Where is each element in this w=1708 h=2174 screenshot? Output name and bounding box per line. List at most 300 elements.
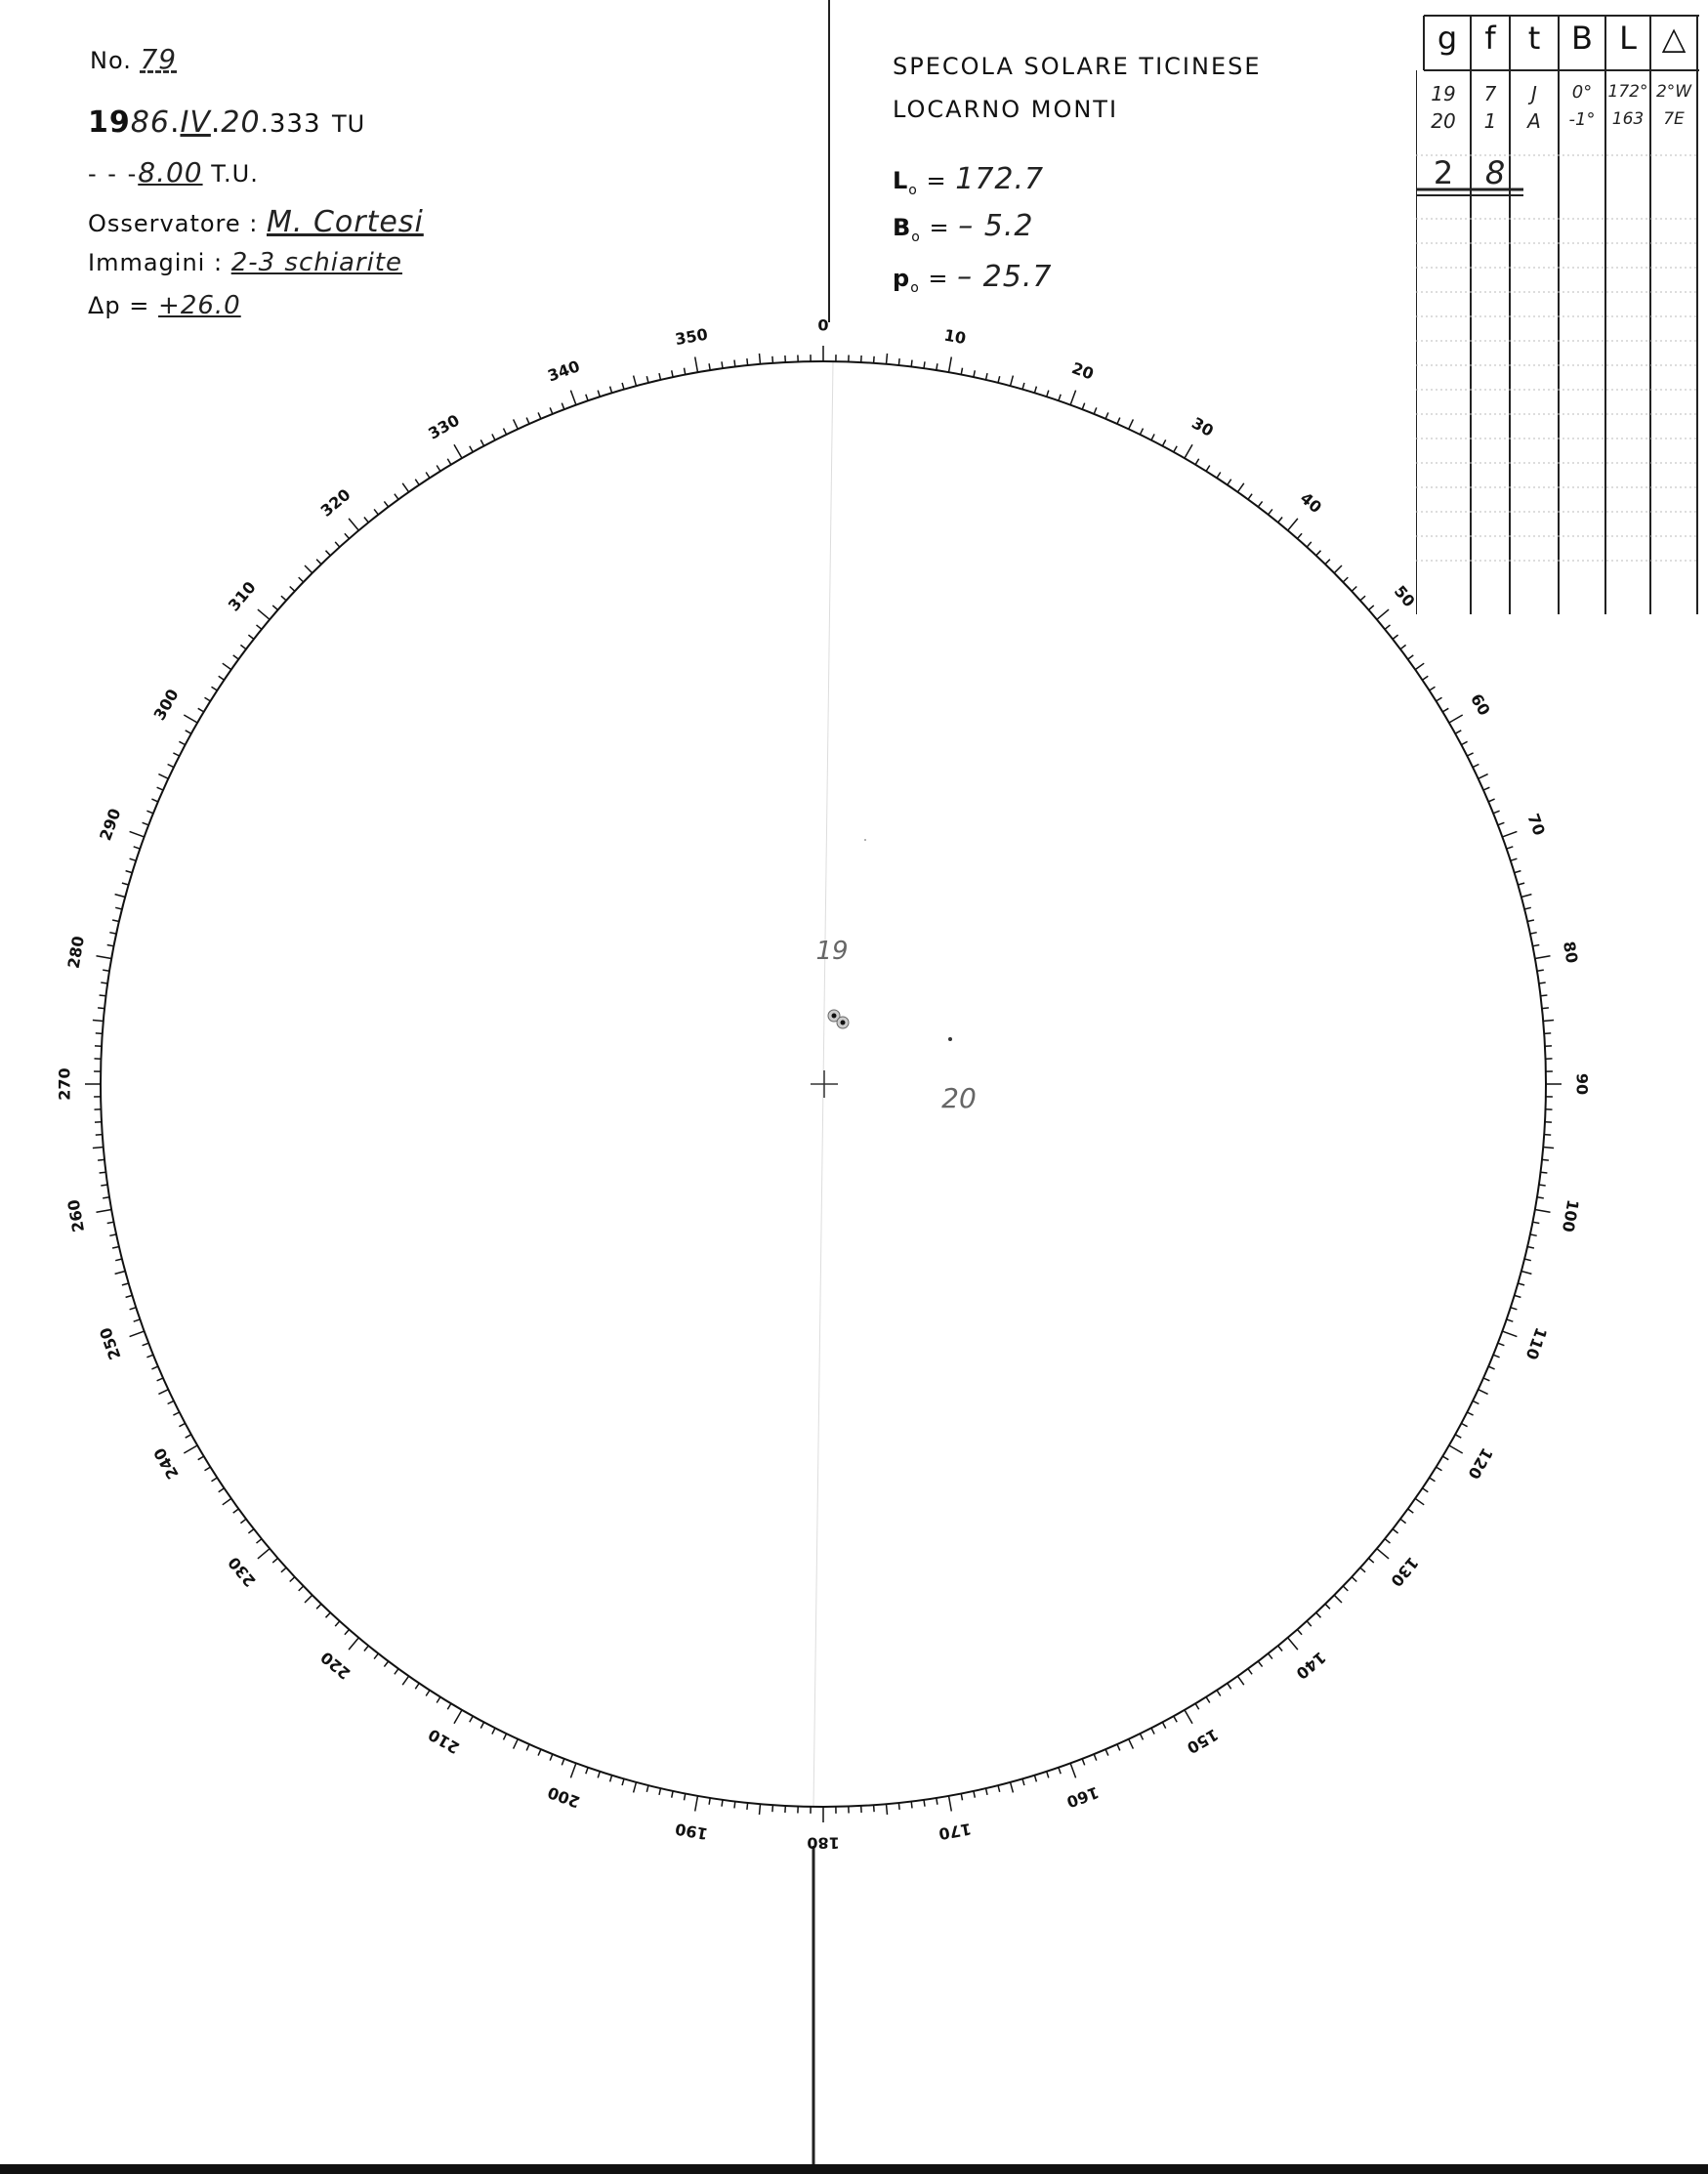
row2-B: -1° — [1568, 109, 1596, 130]
degree-tick — [1518, 883, 1524, 885]
degree-tick — [998, 1785, 1000, 1792]
degree-tick — [1455, 731, 1461, 733]
degree-tick — [1493, 811, 1500, 814]
degree-tick — [212, 687, 218, 690]
degree-tick — [151, 799, 157, 802]
table-header-L: L — [1619, 20, 1637, 57]
degree-label-320: 320 — [316, 484, 354, 521]
row2-delta: 7E — [1663, 109, 1685, 129]
degree-tick — [598, 391, 600, 397]
degree-tick — [454, 444, 462, 458]
degree-tick — [514, 419, 519, 429]
degree-tick — [562, 403, 564, 410]
degree-tick — [130, 831, 145, 837]
degree-label-340: 340 — [545, 356, 583, 386]
degree-tick — [1360, 1568, 1365, 1572]
ephemeris-L0: $L_o = 172.7$ — [893, 162, 1045, 198]
degree-label-110: 110 — [1521, 1324, 1551, 1362]
degree-tick — [1515, 1295, 1521, 1297]
degree-tick — [949, 357, 952, 373]
degree-tick — [634, 376, 637, 387]
degree-tick — [1442, 1456, 1448, 1460]
degree-tick — [1248, 1669, 1252, 1675]
degree-tick — [107, 945, 114, 946]
degree-tick — [115, 895, 126, 898]
degree-tick — [1185, 444, 1192, 458]
table-header-B: B — [1571, 20, 1593, 57]
degree-tick — [186, 731, 191, 733]
degree-tick — [115, 1272, 126, 1275]
degree-tick — [1449, 715, 1463, 723]
degree-tick — [151, 1366, 157, 1369]
group-label-20: 20 — [941, 1082, 977, 1114]
date-month: IV — [180, 105, 211, 140]
degree-tick — [96, 1135, 103, 1136]
degree-tick — [100, 995, 106, 996]
date-tu: TU — [331, 110, 366, 138]
degree-tick — [103, 970, 109, 971]
degree-tick — [562, 1759, 564, 1766]
degree-tick — [1140, 429, 1143, 435]
date-day: 20 — [221, 105, 261, 140]
degree-tick — [646, 1785, 648, 1792]
degree-tick — [924, 1800, 925, 1807]
degree-tick — [146, 1355, 153, 1358]
degree-tick — [1530, 933, 1537, 934]
degree-tick — [747, 1803, 748, 1810]
degree-tick — [722, 361, 723, 368]
degree-tick — [1269, 509, 1272, 515]
degree-tick — [1430, 1478, 1436, 1482]
degree-tick — [290, 587, 295, 592]
degree-tick — [168, 1401, 174, 1403]
degree-tick — [1408, 655, 1414, 659]
table-header-delta: △ — [1661, 20, 1687, 57]
B0-label: B — [893, 214, 912, 241]
degree-tick — [672, 370, 673, 377]
degree-tick — [685, 1793, 686, 1800]
degree-label-220: 220 — [316, 1648, 354, 1684]
row1-g: 19 — [1431, 82, 1456, 105]
degree-tick — [1430, 687, 1436, 690]
degree-label-130: 130 — [1387, 1553, 1423, 1591]
degree-tick — [1498, 822, 1505, 825]
degree-tick — [1385, 625, 1390, 629]
degree-tick — [1140, 1734, 1143, 1739]
degree-tick — [1151, 434, 1154, 439]
degree-tick — [492, 1728, 495, 1734]
degree-tick — [1393, 1529, 1398, 1533]
degree-tick — [212, 1478, 218, 1482]
degree-tick — [1195, 1703, 1199, 1709]
degree-tick — [130, 858, 137, 860]
degree-tick — [1369, 606, 1374, 610]
degree-tick — [97, 956, 112, 959]
degree-label-200: 200 — [545, 1782, 583, 1812]
degree-label-120: 120 — [1464, 1444, 1497, 1483]
sunspot-group-20 — [948, 1037, 952, 1041]
total-groups: 2 — [1433, 154, 1454, 191]
degree-tick — [986, 1788, 988, 1795]
date-year-printed: 19 — [88, 105, 131, 140]
degree-tick — [1455, 1435, 1461, 1438]
degree-tick — [709, 1798, 710, 1805]
degree-label-180: 180 — [807, 1833, 840, 1853]
degree-label-80: 80 — [1559, 940, 1582, 965]
degree-tick — [349, 519, 358, 530]
degree-tick — [115, 907, 122, 909]
degree-tick — [1105, 1749, 1108, 1755]
degree-tick — [1400, 1519, 1406, 1523]
degree-tick — [316, 1604, 321, 1609]
group-label-19: 19 — [815, 937, 849, 966]
degree-tick — [1521, 1272, 1532, 1275]
record-number-label: No. — [90, 47, 132, 74]
degree-tick — [103, 1197, 109, 1198]
degree-tick — [1129, 419, 1134, 429]
degree-tick — [186, 1435, 191, 1438]
degree-tick — [290, 1577, 295, 1582]
degree-tick — [257, 625, 262, 629]
degree-tick — [610, 1776, 612, 1782]
degree-tick — [402, 483, 408, 492]
degree-tick — [1507, 847, 1514, 849]
degree-tick — [526, 1744, 529, 1750]
degree-label-30: 30 — [1188, 413, 1217, 440]
degree-tick — [415, 480, 419, 485]
degree-tick — [1415, 663, 1424, 669]
degree-tick — [1377, 609, 1389, 619]
degree-tick — [122, 883, 129, 885]
degree-tick — [384, 501, 388, 507]
observer-label: Osservatore : — [88, 210, 259, 237]
degree-tick — [1511, 858, 1518, 860]
degree-tick — [402, 1676, 408, 1685]
date-year-hand: 86 — [130, 105, 170, 140]
degree-tick — [1532, 1222, 1539, 1223]
degree-tick — [986, 373, 988, 380]
degree-tick — [299, 1586, 304, 1591]
degree-tick — [126, 871, 133, 873]
degree-tick — [364, 1646, 368, 1651]
L0-value: 172.7 — [955, 162, 1045, 196]
degree-tick — [1278, 518, 1282, 523]
degree-tick — [130, 1308, 137, 1310]
degree-tick — [659, 373, 661, 380]
degree-tick — [1377, 1549, 1389, 1559]
degree-tick — [1393, 635, 1398, 639]
degree-tick — [514, 1739, 519, 1749]
degree-tick — [1530, 1234, 1537, 1235]
degree-tick — [672, 1791, 673, 1798]
degree-tick — [1493, 1355, 1500, 1358]
degree-tick — [1228, 1684, 1231, 1690]
degree-tick — [1542, 1159, 1549, 1160]
degree-tick — [1352, 1577, 1356, 1582]
degree-tick — [97, 1210, 112, 1213]
row1-f: 7 — [1483, 82, 1497, 105]
degree-tick — [1288, 519, 1298, 530]
ephemeris-B0: $B_o$ = – 5.2 — [893, 209, 1034, 245]
degree-tick — [1515, 871, 1521, 873]
degree-tick — [1483, 787, 1489, 790]
degree-tick — [101, 1185, 107, 1186]
degree-tick — [115, 1259, 122, 1261]
degree-tick — [685, 368, 686, 375]
degree-tick — [1034, 1776, 1036, 1782]
degree-tick — [98, 1159, 104, 1160]
time-value: 8.00 — [138, 156, 203, 188]
degree-tick — [1369, 1559, 1374, 1564]
degree-tick — [492, 434, 495, 439]
degree-tick — [258, 609, 270, 619]
degree-tick — [1117, 418, 1120, 424]
degree-tick — [364, 518, 368, 523]
degree-tick — [134, 1319, 141, 1321]
degree-tick — [1479, 774, 1488, 779]
degree-tick — [1248, 494, 1252, 500]
degree-tick — [1307, 1621, 1312, 1626]
degree-tick — [168, 765, 174, 768]
degree-tick — [1094, 1754, 1097, 1761]
degree-tick — [130, 1331, 145, 1337]
degree-tick — [470, 446, 473, 452]
degree-tick — [1518, 1283, 1524, 1285]
degree-tick — [480, 1722, 483, 1728]
degree-tick — [1511, 1308, 1518, 1310]
degree-tick — [504, 1734, 507, 1739]
degree-tick — [1507, 1319, 1514, 1321]
row1-L: 172° — [1607, 82, 1648, 102]
degree-tick — [695, 1796, 698, 1812]
record-number-value: 79 — [140, 43, 178, 75]
degree-tick — [1082, 1759, 1085, 1766]
degree-label-290: 290 — [96, 806, 125, 844]
degree-tick — [1488, 1366, 1494, 1369]
degree-tick — [1298, 1630, 1303, 1635]
degree-tick — [299, 577, 304, 582]
degree-tick — [112, 1247, 119, 1249]
degree-tick — [219, 676, 225, 680]
degree-tick — [1288, 1638, 1298, 1650]
degree-tick — [233, 1509, 239, 1513]
degree-tick — [760, 1804, 761, 1815]
degree-tick — [586, 1768, 588, 1775]
degree-tick — [709, 363, 710, 370]
degree-tick — [734, 1802, 735, 1809]
P0-value: – 25.7 — [957, 260, 1053, 294]
degree-tick — [1461, 741, 1467, 744]
degree-tick — [1278, 1646, 1282, 1651]
degree-tick — [437, 466, 440, 472]
degree-tick — [1217, 1691, 1221, 1696]
degree-tick — [101, 982, 107, 983]
degree-tick — [240, 645, 246, 648]
degree-label-350: 350 — [673, 324, 710, 350]
degree-label-160: 160 — [1063, 1782, 1102, 1812]
total-spots: 8 — [1484, 154, 1506, 191]
degree-tick — [1206, 1697, 1210, 1703]
row2-g: 20 — [1431, 109, 1456, 133]
degree-tick — [395, 1669, 398, 1675]
degree-label-10: 10 — [942, 325, 968, 349]
degree-tick — [1541, 995, 1548, 996]
degree-tick — [622, 1778, 624, 1785]
degree-tick — [107, 1222, 114, 1223]
degree-tick — [179, 741, 185, 744]
degree-label-270: 270 — [55, 1067, 74, 1101]
degree-tick — [374, 509, 378, 515]
degree-tick — [1059, 395, 1061, 401]
degree-tick — [1541, 1172, 1548, 1173]
degree-tick — [219, 1488, 225, 1492]
time-unit: T.U. — [211, 160, 259, 188]
date-fraction: .333 — [260, 109, 321, 139]
degree-tick — [157, 1378, 163, 1381]
degree-tick — [659, 1788, 661, 1795]
degree-tick — [134, 847, 141, 849]
degree-tick — [326, 551, 331, 556]
degree-tick — [112, 920, 119, 922]
degree-tick — [695, 357, 698, 373]
degree-tick — [722, 1800, 723, 1807]
degree-tick — [157, 787, 163, 790]
degree-tick — [1544, 1033, 1551, 1034]
observatory-name: SPECOLA SOLARE TICINESE — [893, 53, 1262, 80]
degree-tick — [335, 542, 340, 547]
degree-tick — [1185, 1710, 1192, 1724]
degree-tick — [1524, 1259, 1531, 1261]
degree-label-230: 230 — [224, 1553, 260, 1591]
degree-tick — [447, 459, 451, 465]
degree-tick — [257, 1539, 262, 1543]
degree-tick — [1117, 1744, 1120, 1750]
delta-p-value: +26.0 — [158, 291, 241, 320]
degree-tick — [550, 1754, 553, 1761]
degree-tick — [898, 1803, 899, 1810]
degree-tick — [1437, 1467, 1442, 1471]
degree-label-100: 100 — [1558, 1197, 1583, 1234]
degree-tick — [1502, 1331, 1517, 1337]
degree-tick — [570, 391, 576, 405]
stray-dot — [864, 839, 866, 841]
degree-tick — [1228, 480, 1231, 485]
degree-tick — [1542, 1008, 1549, 1009]
degree-tick — [634, 1782, 637, 1793]
degree-label-70: 70 — [1523, 811, 1549, 838]
row1-t: J — [1531, 82, 1537, 105]
table-header-t: t — [1527, 20, 1541, 57]
degree-tick — [598, 1772, 600, 1778]
degree-tick — [384, 1661, 388, 1667]
sunspot-group-19 — [828, 1010, 849, 1028]
degree-tick — [1307, 542, 1312, 547]
images-value: 2-3 schiarite — [230, 248, 402, 277]
table-header-f: f — [1484, 20, 1496, 57]
degree-tick — [1034, 387, 1036, 394]
degree-tick — [1532, 945, 1539, 946]
degree-label-0: 0 — [817, 315, 829, 335]
degree-label-20: 20 — [1069, 358, 1097, 384]
degree-tick — [504, 429, 507, 435]
degree-label-310: 310 — [224, 577, 260, 615]
degree-tick — [887, 354, 888, 364]
degree-tick — [374, 1653, 378, 1659]
degree-tick — [874, 356, 875, 363]
degree-tick — [1082, 403, 1085, 410]
degree-tick — [1539, 982, 1546, 983]
scan-edge-band — [0, 2164, 1708, 2174]
degree-tick — [1070, 1763, 1076, 1777]
degree-label-170: 170 — [937, 1819, 974, 1844]
degree-tick — [316, 560, 321, 564]
degree-tick — [1217, 473, 1221, 479]
degree-tick — [874, 1805, 875, 1812]
degree-tick — [1535, 1210, 1551, 1213]
degree-tick — [550, 407, 553, 414]
degree-tick — [646, 376, 648, 383]
degree-tick — [223, 663, 231, 669]
degree-tick — [305, 1595, 312, 1603]
degree-tick — [437, 1697, 440, 1703]
degree-tick — [622, 383, 624, 390]
row2-t: A — [1527, 109, 1541, 133]
degree-label-260: 260 — [63, 1197, 89, 1234]
degree-tick — [1059, 1768, 1061, 1775]
degree-tick — [1415, 1498, 1424, 1504]
degree-tick — [426, 1691, 430, 1696]
degree-tick — [1483, 1378, 1489, 1381]
degree-label-300: 300 — [149, 686, 183, 724]
degree-tick — [961, 1793, 962, 1800]
degree-tick — [1408, 1509, 1414, 1513]
degree-tick — [122, 1283, 129, 1285]
degree-tick — [1047, 1772, 1049, 1778]
degree-tick — [100, 1172, 106, 1173]
degree-tick — [184, 715, 197, 723]
degree-tick — [1129, 1739, 1134, 1749]
degree-tick — [1498, 1343, 1505, 1346]
degree-tick — [454, 1710, 462, 1724]
degree-tick — [1011, 1782, 1014, 1793]
degree-tick — [772, 1805, 773, 1812]
degree-tick — [93, 1148, 104, 1149]
degree-tick — [1237, 483, 1243, 492]
degree-tick — [1258, 1661, 1262, 1667]
degree-tick — [248, 1529, 254, 1533]
observer-value: M. Cortesi — [267, 205, 424, 239]
degree-tick — [1400, 645, 1406, 648]
degree-tick — [349, 1638, 358, 1650]
degree-tick — [1162, 439, 1165, 445]
degree-tick — [1343, 1586, 1348, 1591]
degree-tick — [610, 387, 612, 394]
degree-tick — [1269, 1653, 1272, 1659]
degree-tick — [1174, 446, 1177, 452]
degree-tick — [395, 494, 398, 500]
degree-tick — [345, 1630, 350, 1635]
images-label: Immagini : — [88, 249, 224, 276]
degree-tick — [1094, 407, 1097, 414]
degree-tick — [1011, 376, 1014, 387]
degree-tick — [1449, 1445, 1463, 1453]
degree-tick — [1423, 1488, 1429, 1492]
degree-tick — [1334, 1595, 1342, 1603]
degree-tick — [924, 361, 925, 368]
degree-tick — [143, 1343, 149, 1346]
degree-tick — [734, 360, 735, 367]
degree-tick — [1473, 1401, 1479, 1403]
